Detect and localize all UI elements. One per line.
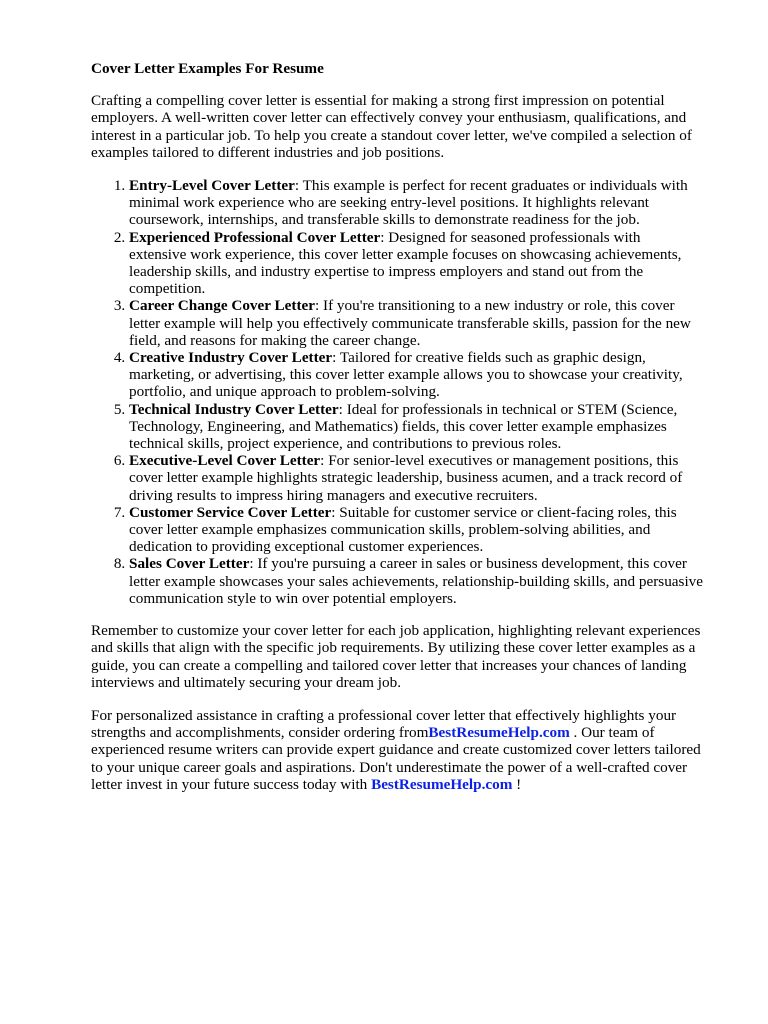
- closing-text-part1: For personalized assistance in crafting a professional cover letter that effectively highlights your strengths and accomplishments, consider ordering from: [91, 706, 677, 742]
- closing-text-part2: . Our team of experienced resume writers can provide expert guidance and create customized cover letters tailored to your unique career goals and aspirations. Don't underestimate the power of a well-crafted cover letter invest in your future success today with: [91, 724, 701, 793]
- list-item-description: : Tailored for creative fields such as graphic design, marketing, or advertising, this cover letter example allows you to showcase your creativity, portfolio, and unique approach to problem-solving.: [129, 349, 683, 401]
- list-item: [129, 504, 731, 556]
- list-item: [129, 401, 731, 453]
- list-item-title: Experienced Professional Cover Letter: [129, 228, 381, 246]
- list-item-description: : Suitable for customer service or client-facing roles, this cover letter example emphasizes communication skills, problem-solving abilities, and dedication to providing exceptional customer experiences.: [129, 503, 677, 556]
- list-item-title: Entry-Level Cover Letter: [129, 177, 295, 195]
- examples-list: [91, 177, 731, 607]
- list-item-description: : If you're transitioning to a new industry or role, this cover letter example will help you effectively communicate transferable skills, passion for the new field, and reasons for making the career change.: [129, 297, 691, 349]
- list-item-title: Creative Industry Cover Letter: [129, 349, 333, 367]
- list-item-description: : Designed for seasoned professionals with extensive work experience, this cover letter example focuses on showcasing achievements, leadership skills, and industry expertise to impress employers and stand out from the competition.: [129, 228, 682, 298]
- list-item-title: Career Change Cover Letter: [129, 297, 315, 315]
- list-item-title: Customer Service Cover Letter: [129, 503, 332, 521]
- bestresumehelp-link[interactable]: BestResumeHelp.com: [428, 724, 570, 742]
- list-item-description: : For senior-level executives or management positions, this cover letter example highlights strategic leadership, business acumen, and a track record of driving results to impress hiring managers and executive recruiters.: [129, 452, 683, 504]
- remember-paragraph: Remember to customize your cover letter for each job application, highlighting relevant experiences and skills that align with the specific job requirements. By utilizing these cover letter examples as a guide, you can create a compelling and tailored cover letter that increases your chances of landing interviews and ultimately securing your dream job.: [91, 622, 701, 691]
- list-item: [129, 297, 731, 349]
- bestresumehelp-link-2[interactable]: BestResumeHelp.com: [371, 775, 513, 793]
- list-item-title: Technical Industry Cover Letter: [129, 400, 339, 418]
- document-page: [91, 60, 731, 793]
- list-item-title: Executive-Level Cover Letter: [129, 452, 321, 470]
- list-item-description: : This example is perfect for recent graduates or individuals with minimal work experience who are seeking entry-level positions. It highlights relevant coursework, internships, and transferable skills to demonstrate readiness for the job.: [129, 177, 688, 229]
- list-item: [129, 177, 731, 229]
- closing-text-part3: !: [512, 775, 522, 793]
- list-item: [129, 452, 731, 504]
- closing-paragraph: [91, 707, 731, 793]
- list-item: [129, 229, 731, 298]
- list-item-description: : If you're pursuing a career in sales or business development, this cover letter example showcases your sales achievements, relationship-building skills, and persuasive communication style to win over potential employers.: [129, 555, 704, 607]
- list-item-description: : Ideal for professionals in technical or STEM (Science, Technology, Engineering, and Mathematics) fields, this cover letter example emphasizes technical skills, project experience, and contributions to previous roles.: [129, 400, 678, 453]
- list-item: [129, 349, 731, 401]
- intro-paragraph: Crafting a compelling cover letter is essential for making a strong first impression on potential employers. A well-written cover letter can effectively convey your enthusiasm, qualifications, and interest in a particular job. To help you create a standout cover letter, we've compiled a selection of examples tailored to different industries and job positions.: [91, 92, 692, 161]
- list-item-title: Sales Cover Letter: [129, 555, 250, 573]
- document-title: Cover Letter Examples For Resume: [91, 60, 324, 77]
- list-item: [129, 555, 731, 607]
